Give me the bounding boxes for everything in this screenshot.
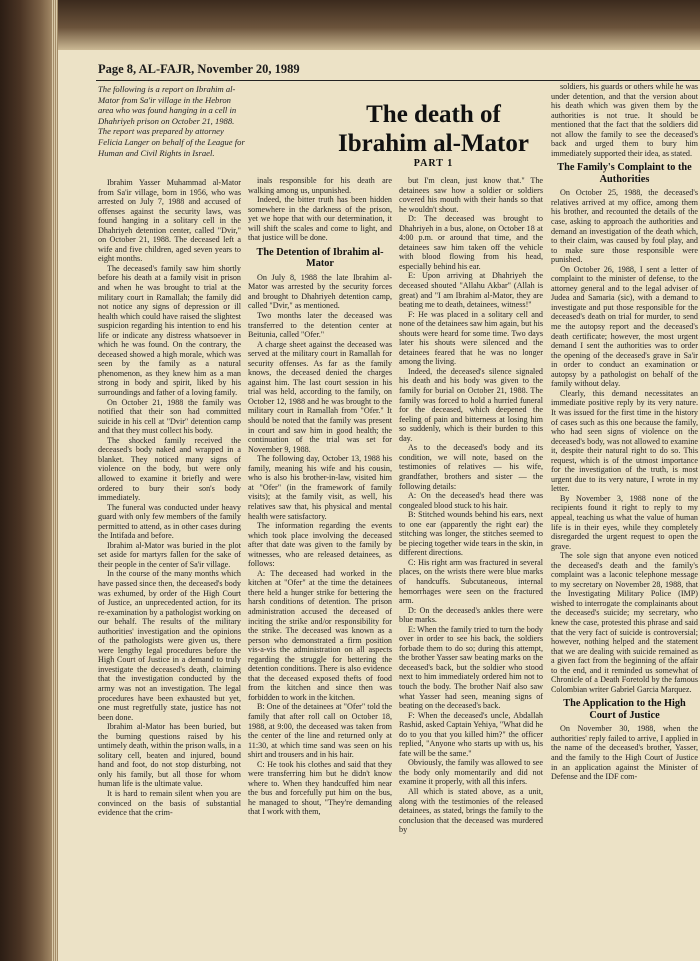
paragraph: A charge sheet against the deceased was served at the military court in Ramallah for security offenses. As far as the family knows, the deceased denied the charges against him. The last court session in his trial was held, according to the family, on October 12, 1988 and he was brought to the military court in Ramallah from "Ofer." It should be noted that the family was present in court and saw him in good health; the continuation of the trial was set for November 9, 1988.	[248, 339, 392, 454]
paragraph: B: Stitched wounds behind his ears, next to one ear (apparently the right ear) the stitching was longer, the stitches seemed to be piecing together wide tears in the skin, in different directions.	[399, 510, 543, 558]
paragraph: soldiers, his guards or others while he was under detention, and that the version about his death which was given them by the authorities is not true. It should be mentioned that the fact that the soldiers did not allow the family to see the deceased's back and urged them to bury him immediately supported their idea, as stated.	[551, 82, 698, 158]
paragraph: Ibrahim al-Mator was buried in the plot set aside for martyrs fallen for the sake of their people in the center of Sa'ir village.	[98, 540, 241, 569]
paragraph: Ibrahim al-Mator has been buried, but the burning questions raised by his untimely death, within the prison walls, in a solitary cell, beaten and injured, bound hand and foot, do not stop disturbing, not only his family, but all those for whom human life is the ultimate value.	[98, 722, 241, 789]
paragraph: F: He was placed in a solitary cell and none of the detainees saw him again, but his shouts were heard for some time. Two days later his shouts were silenced and the detainees feared that he was no longer among the living.	[399, 309, 543, 367]
column-3	[399, 176, 543, 961]
paragraph: D: The deceased was brought to Dhahriyeh in a bus, alone, on October 18 at 4:00 p.m. or around that time, and the detainees saw him taken off the vehicle with blood flowing from his head, especially behind his ear.	[399, 214, 543, 271]
paragraph: Ibrahim Yasser Muhammad al-Mator from Sa'ir village, born in 1956, who was arrested on July 7, 1988 and accused of offenses against the security laws, was found hanging in a solitary cell in the Dhahriyeh detention center, called "Dvir," on October 21, 1988. The deceased left a wife and five children, aged seven years to eight months.	[98, 178, 241, 264]
column-4	[551, 82, 698, 961]
paragraph: but I'm clean, just know that." The detainees saw how a soldier or soldiers covered his mouth with their hands so that he wouldn't shout.	[399, 176, 543, 214]
column-2	[248, 176, 392, 961]
book-top-edge	[0, 0, 700, 50]
paragraph: D: On the deceased's ankles there were blue marks.	[399, 605, 543, 625]
paragraph: A: The deceased had worked in the kitchen at "Ofer" at the time the detainees there held a hunger strike for bettering the harsh conditions of detention. The prison administration accused the deceased of inciting the strike and/or responsibility for the strike. The deceased was known as a person who demonstrated a firm position vis-a-vis the administration on all aspects regarding the struggle for bettering the detention conditions. There is also evidence that the deceased exposed thefts of food from the kitchen and since then was forbidden to work in the kitchen.	[248, 568, 392, 702]
paragraph: The shocked family received the deceased's body naked and wrapped in a blanket. They noticed many signs of violence on the body, but were only allowed to examine it briefly and were ordered to bury their son's body immediately.	[98, 435, 241, 503]
paragraph: A: On the deceased's head there was congealed blood stuck to his hair.	[399, 491, 543, 510]
header-text: Page 8, AL-FAJR, November 20, 1989	[98, 62, 300, 76]
paragraph: The information regarding the events which took place involving the deceased after that date was given to the family by witnesses, who are released detainees, as follows:	[248, 521, 392, 569]
paragraph: The sole sign that anyone even noticed the deceased's death and the family's complaint was a laconic telephone message to my secretary on November 28, 1988, that the Investigating Military Police (IMP) wished to interrogate the complainants about the deceased's suicide; my secretary, who knew the case, protested this phrase and said that the very fact of suicide is controversial; however, nothing helped and the statement that we are dealing with suicide remained as a given fact from the beginning of the affair to the end, and it reminded us somewhat of Chronicle of a Death Foretold by the famous Colombian writer Gabriel Garcia Marquez.	[551, 551, 698, 694]
page-header	[96, 58, 700, 81]
paragraph: In the course of the many months which have passed since then, the deceased's body was exhumed, by order of the High Court of Justice, an unprecedented action, for its re-examination by a pathologist working on our behalf. The results of the military authorities' investigation and the opinions of the pathologists were given us, there were lengthy legal procedures before the High Court of Justice in a demand to truly investigate the deceased's death, claiming that the investigation conducted by the army was not an investigation. The legal procedures have been exhausted but yet, one must regretfully state, justice has not been done.	[98, 569, 241, 722]
paragraph: As to the deceased's body and its condition, we will note, based on the testimonies of relatives — his wife, grandfather, brothers and sister — the following details:	[399, 443, 543, 491]
paragraph: B: One of the detainees at "Ofer" told the family that after roll call on October 18, 1988, at 9:00, the deceased was taken from the center of the line and returned only at 11:30, at which time sand was seen on his shirt and trousers and in his hair.	[248, 702, 392, 760]
paragraph: On July 8, 1988 the late Ibrahim al-Mator was arrested by the security forces and brought to Dhahriyeh detention camp, called "Dvir," as mentioned.	[248, 272, 392, 311]
paragraph: E: Upon arriving at Dhahriyeh the deceased shouted "Allahu Akbar" (Allah is great) and "I am Ibrahim al-Mator, they are beating me to death, detainees, witness!"	[399, 271, 543, 310]
paragraph: All which is stated above, as a unit, along with the testimonies of the released detainees, as stated, brings the family to the conclusion that the deceased was murdered by	[399, 787, 543, 835]
paragraph: inals responsible for his death are walking among us, unpunished.	[248, 176, 392, 195]
section-heading-high-court: The Application to the High Court of Justice	[563, 698, 686, 721]
paragraph: The following day, October 13, 1988 his family, meaning his wife and his cousin, who is also his brother-in-law, visited him at "Ofer" (in the framework of family visits); at the family visit, as well, his relatives saw that, his physical and mental health were satisfactory.	[248, 454, 392, 521]
part-label: PART 1	[413, 158, 454, 169]
paragraph: Indeed, the deceased's silence signaled his death and his body was given to the family for burial on October 21, 1988. The family was forced to hold a hurried funeral for the deceased, which deepened the feeling of pain and bitterness at losing him so suddenly, which is their burden to this day.	[399, 366, 543, 443]
paragraph: The deceased's family saw him shortly before his death at a family visit in prison and when he was brought to trial at the military court in Ramallah; the family did not notice any signs of depression or ill health which could have raised the slightest suspicion regarding his intention to end his life or indicate any distress whatsoever in which he was found. On the contrary, the deceased showed a high morale, which was seen by the family as a natural phenomenon, as they knew him as a man strong in body and spirit, liked by his surroundings and father of a loving family.	[98, 263, 241, 398]
paragraph: On October 25, 1988, the deceased's relatives arrived at my office, among them his brother, and recounted the details of the case, asking to approach the authorities and demand an investigation of the death which, to their claim, was caused by foul play, and to make sure those responsible were punished.	[551, 188, 698, 265]
article-title: The death of Ibrahim al-Mator	[338, 101, 529, 157]
paragraph: Indeed, the bitter truth has been hidden somewhere in the darkness of the prison, yet we hope that with our determination, it will shift the scales and come to light, and that justice will be done.	[248, 195, 392, 243]
paragraph: It is hard to remain silent when you are convinced on the basis of substantial evidence that the crim-	[98, 789, 241, 818]
paragraph: Obviously, the family was allowed to see the body only momentarily and did not examine it properly, with all this infers.	[399, 758, 543, 787]
paragraph: On October 26, 1988, I sent a letter of complaint to the minister of defense, to the attorney general and to the legal adviser of Judea and Samaria (sic), with a demand to investigate and put those responsible for the deceased's death on trial for murder, to send me the autopsy report and the deceased's death certificate; however, the most urgent demand I sent the authorities was to order the opening of the deceased's grave in Sa'ir in order to conduct an examination or autopsy by a pathologist on behalf of the family without delay.	[551, 264, 698, 389]
intro-note: The following is a report on Ibrahim al-Mator from Sa'ir village in the Hebron area who was found hanging in a cell in Dhahriyeh prison on October 21, 1988. The report was prepared by attorney Felicia Langer on behalf of the League for Human and Civil Rights in Israel.	[98, 84, 245, 158]
book-binding	[0, 0, 58, 961]
paragraph: On November 30, 1988, when the authorities' reply failed to arrive, I applied in the name of the deceased's brother, Yasser, and the family to the High Court of Justice in an application against the Minister of Defense and the IDF com-	[551, 724, 698, 782]
paragraph: On October 21, 1988 the family was notified that their son had committed suicide in his cell at "Dvir" detention camp and that they must collect his body.	[98, 397, 241, 436]
section-heading-detention: The Detention of Ibrahim al-Mator	[256, 246, 384, 270]
paragraph: E: When the family tried to turn the body over in order to see his back, the soldiers forbade them to do so; during this attempt, the brother Yasser saw beating marks on the deceased's back, but the soldier who stood next to him immediately ordered him not to touch the body. The brother Naif also saw what Yasser had seen, meaning signs of beating on the deceased's back.	[399, 624, 543, 711]
page-body	[96, 58, 700, 961]
paragraph: C: His right arm was fractured in several places, on the wrists there were blue marks of handcuffs. Subcutaneous, internal hemorrhages were seen on the fractured arm.	[399, 557, 543, 606]
paragraph: C: He took his clothes and said that they were transferring him but he didn't know where to. When they handcuffed him near the bus and forcefully put him on the bus, he managed to shout, "They're demanding that I work with them,	[248, 759, 392, 817]
paragraph: By November 3, 1988 none of the recipients found it right to reply to my appeal, teaching us what the value of human life is in their eyes, while they completely disregarded the urgent request to open the grave.	[551, 493, 698, 551]
paragraph: The funeral was conducted under heavy guard with only few members of the family permitted to attend, as in other cases during the Intifada and before.	[98, 502, 241, 541]
paragraph: Clearly, this demand necessitates an immediate positive reply by its very nature. It was issued for the first time in the history of cases such as this one because the family, who had seen signs of violence on the deceased's body, was not allowed to examine it, despite their natural right to do so. This request, which is of the utmost importance for the investigation of the truth, is most urgent due to its very nature, I wrote in my letter.	[551, 388, 698, 494]
paragraph: Two months later the deceased was transferred to the detention center at Beitunia, called "Ofer."	[248, 311, 392, 340]
section-heading-complaint: The Family's Complaint to the Authorities	[557, 162, 692, 185]
column-1	[98, 178, 241, 961]
paragraph: F: When the deceased's uncle, Abdallah Rashid, asked Captain Yehiya, "What did he do to you that you killed him?" the officer replied, "Anyone who starts up with us, his fate will be the same."	[399, 710, 543, 758]
